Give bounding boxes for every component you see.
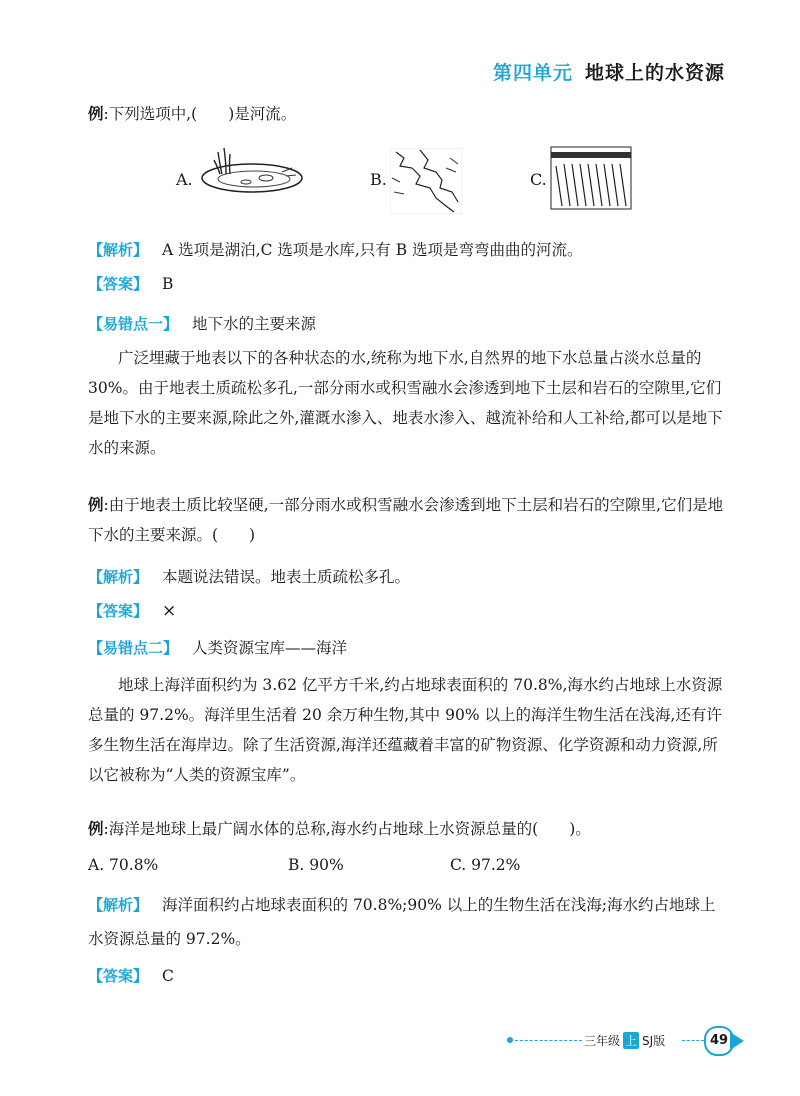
river-illustration [390, 148, 462, 214]
arrow-icon [730, 1032, 744, 1050]
point-tag: 【易错点二】 [88, 639, 179, 657]
analysis-tag: 【解析】 [88, 241, 149, 259]
example3-question [88, 815, 728, 843]
analysis-text: 本题说法错误。地表土质疏松多孔。 [162, 568, 411, 586]
grade-label [584, 1032, 665, 1049]
example1-answer [88, 270, 728, 298]
analysis-text: 海洋面积约占地球表面积的 70.8%;90% 以上的生物生活在浅海;海水约占地球上水资源总量的 97.2%。 [88, 896, 716, 948]
example1-question [88, 100, 728, 128]
option-a: A. 70.8% [88, 856, 159, 874]
unit-title: 地球上的水资源 [584, 62, 725, 84]
footer-dashline-right [682, 1040, 704, 1041]
example2-analysis [88, 563, 728, 591]
point-title: 地下水的主要来源 [192, 315, 317, 333]
option-a-label: A. [176, 170, 193, 189]
term-badge: 上 [625, 1034, 638, 1048]
analysis-tag: 【解析】 [88, 896, 149, 914]
point-title: 人类资源宝库——海洋 [192, 639, 348, 657]
page-number: 49 [704, 1026, 734, 1056]
answer-tag: 【答案】 [88, 275, 149, 293]
answer-tag: 【答案】 [88, 602, 149, 620]
lake-illustration [196, 142, 308, 198]
page-footer [510, 1026, 742, 1056]
point1-heading [88, 310, 728, 338]
unit-header [493, 58, 725, 85]
point2-heading [88, 634, 728, 662]
example3-answer [88, 962, 728, 990]
point-tag: 【易错点一】 [88, 315, 179, 333]
unit-number: 第四单元 [492, 62, 573, 84]
example-label: 例 [88, 496, 104, 514]
option-b: B. 90% [288, 856, 344, 874]
question-text: :下列选项中,( )是河流。 [103, 105, 297, 123]
answer-text: B [162, 275, 174, 293]
point2-paragraph: 地球上海洋面积约为 3.62 亿平方千米,约占地球表面积的 70.8%,海水约占地球上水资源总量的 97.2%。海洋里生活着 20 余万种生物,其中 90% 以上的海洋生物生活在浅海,还有许多生物生活在海岸边。除了生活资源,海洋还蕴藏着丰富的矿物资源、化学资源和动力资源,所以它被称为“人类的资源宝库”。 [88, 676, 723, 784]
example-label: 例 [88, 105, 104, 123]
answer-text: C [162, 967, 174, 985]
option-c: C. 97.2% [450, 856, 521, 874]
example3-analysis [88, 888, 728, 956]
reservoir-illustration [550, 146, 632, 210]
answer-text: × [162, 601, 177, 621]
option-c-label: C. [530, 170, 547, 189]
example2-answer [88, 597, 728, 625]
question-text: :海洋是地球上最广阔水体的总称,海水约占地球上水资源总量的( )。 [103, 820, 591, 838]
option-b-label: B. [370, 170, 387, 189]
example2-question [88, 490, 728, 550]
grade-text: 三年级 [584, 1034, 621, 1048]
question-text: :由于地表土质比较坚硬,一部分雨水或积雪融水会渗透到地下土层和岩石的空隙里,它们是地下水的主要来源。( ) [88, 496, 724, 544]
example-label: 例 [88, 820, 104, 838]
example1-analysis [88, 236, 728, 264]
edition-text: SJ版 [642, 1034, 666, 1048]
footer-dashline [510, 1040, 582, 1041]
analysis-text: A 选项是湖泊,C 选项是水库,只有 B 选项是弯弯曲曲的河流。 [162, 241, 583, 259]
analysis-tag: 【解析】 [88, 568, 149, 586]
answer-tag: 【答案】 [88, 967, 149, 985]
point1-paragraph: 广泛埋藏于地表以下的各种状态的水,统称为地下水,自然界的地下水总量占淡水总量的 30%。由于地表土质疏松多孔,一部分雨水或积雪融水会渗透到地下土层和岩石的空隙里,它们是地下水的主要来源,除此之外,灌溉水渗入、地表水渗入、越流补给和人工补给,都可以是地下水的来源。 [88, 349, 723, 457]
